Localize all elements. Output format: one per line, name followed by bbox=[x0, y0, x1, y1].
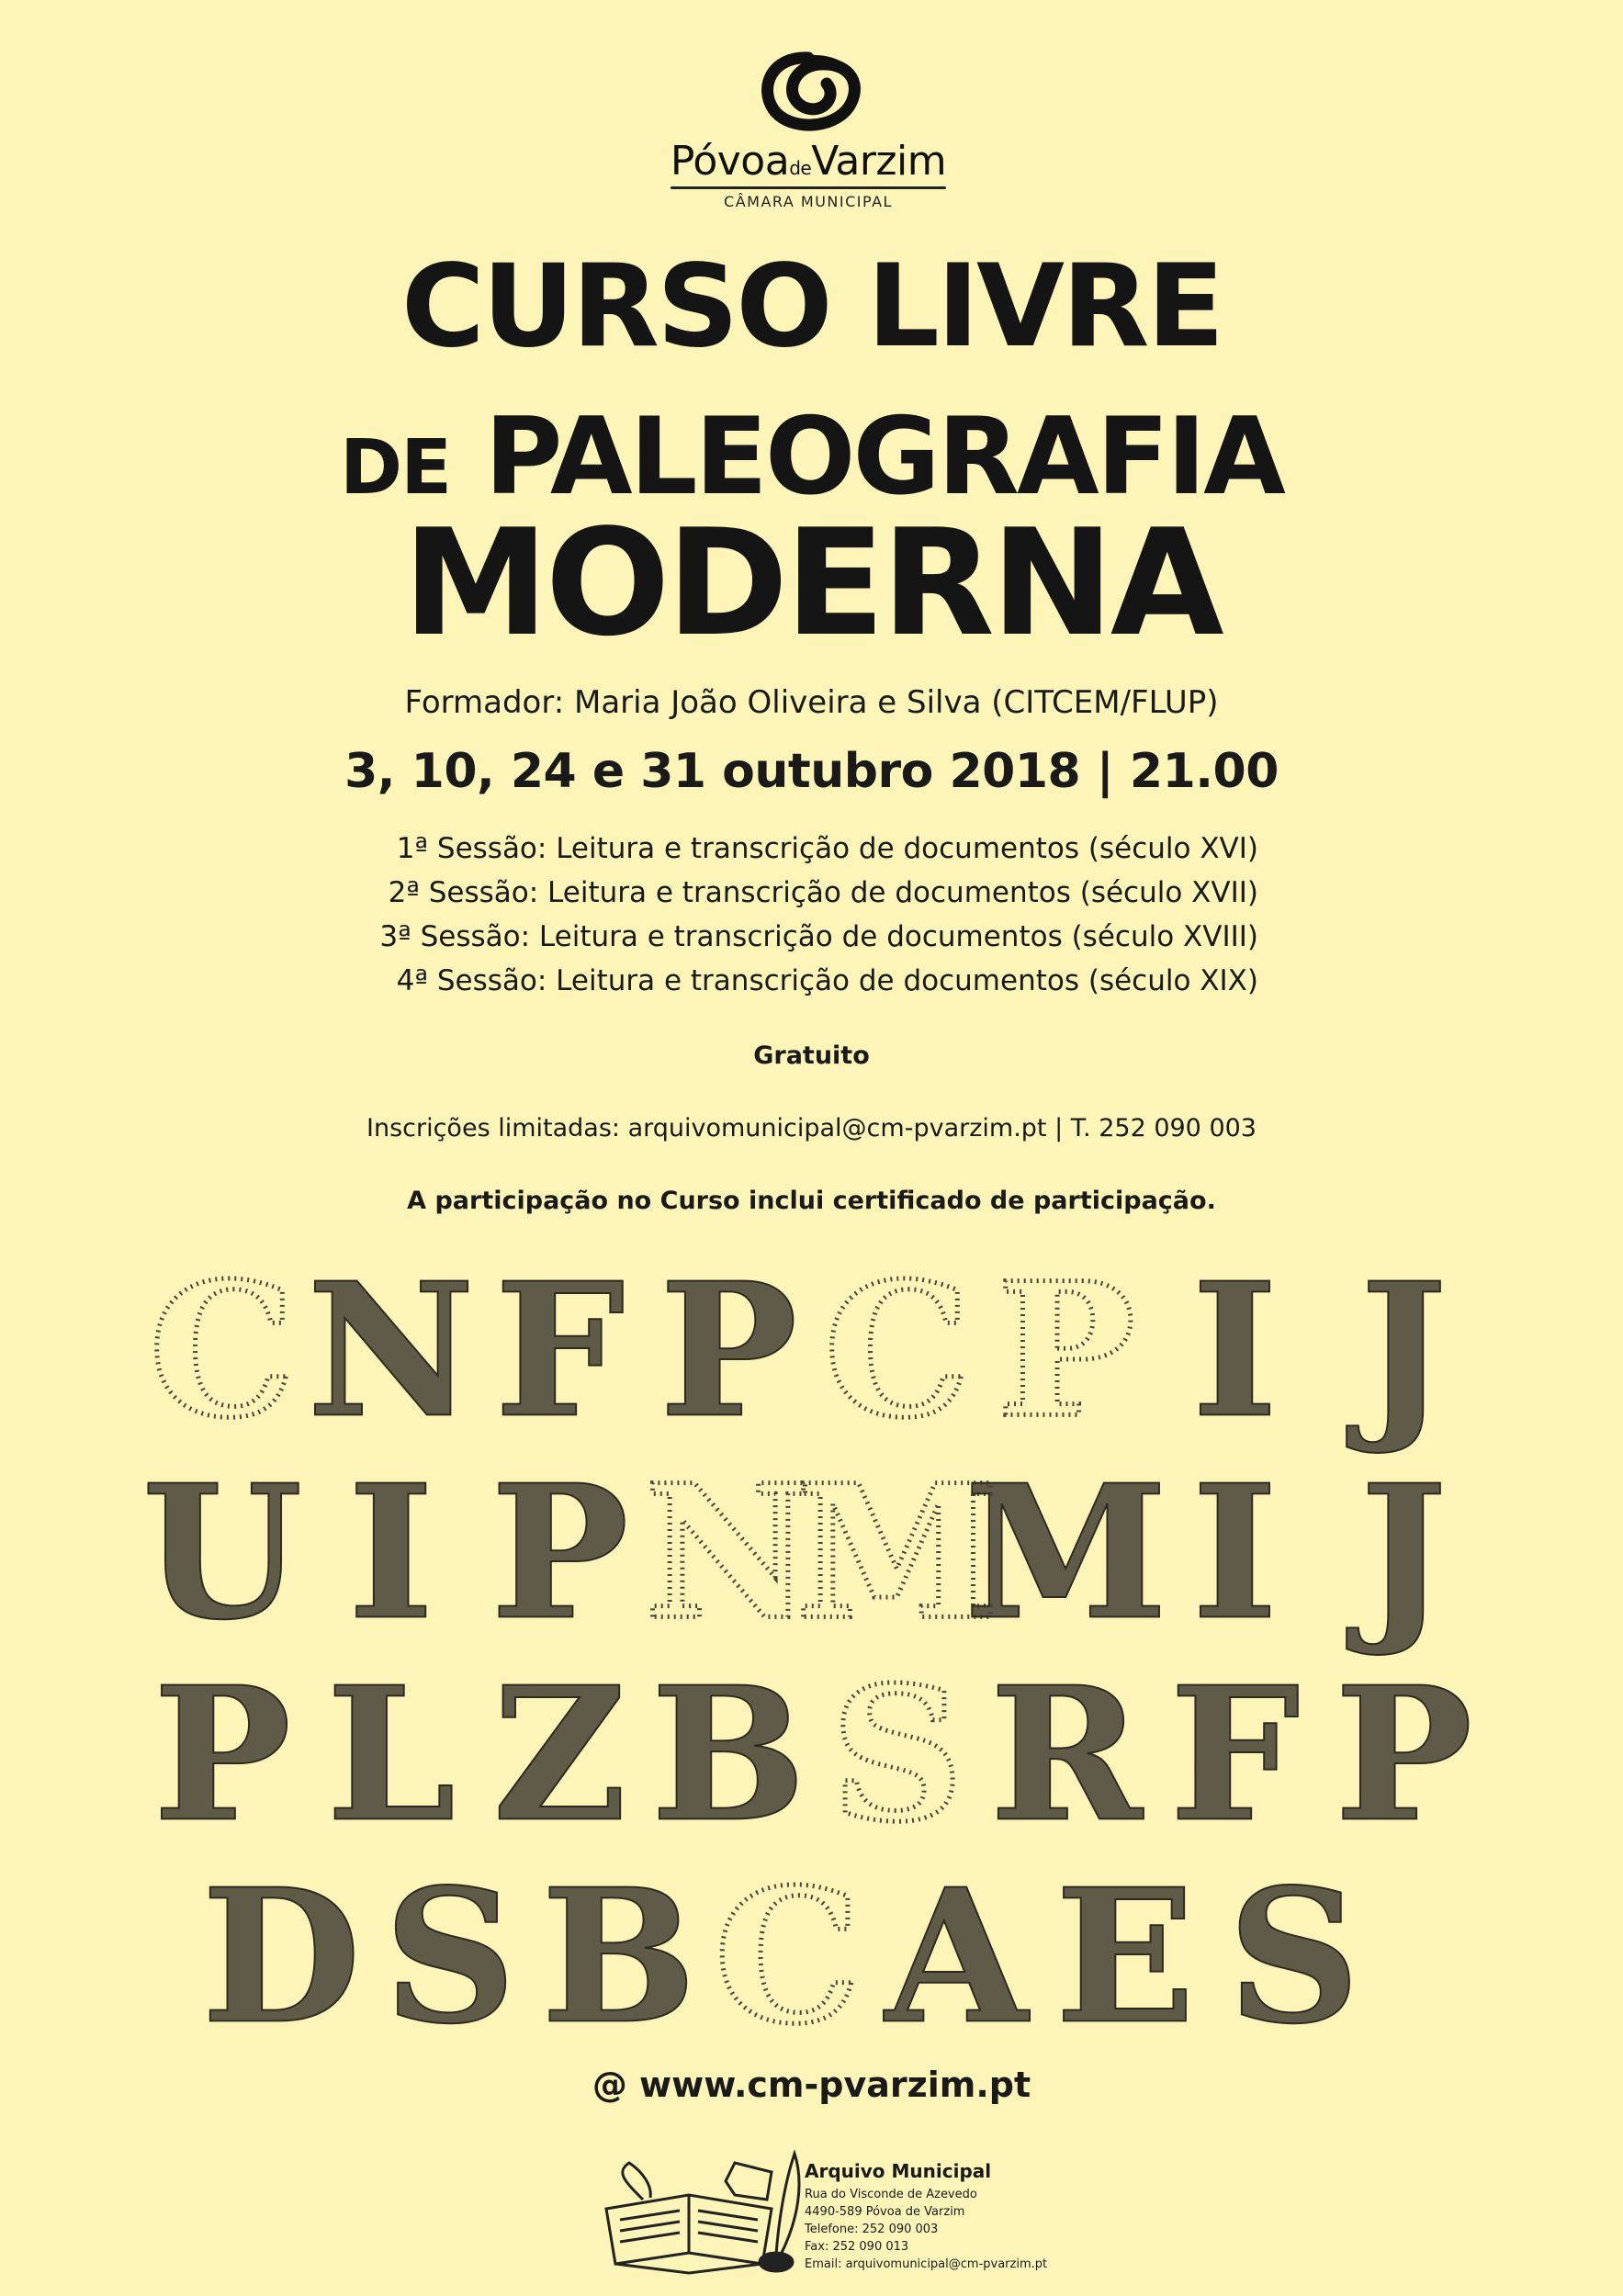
illuminated-letter: I bbox=[1191, 1249, 1279, 1459]
book-quill-icon bbox=[588, 2144, 808, 2282]
title-line-1: CURSO LIVRE bbox=[400, 241, 1223, 373]
illuminated-letter: N bbox=[644, 1445, 813, 1661]
illuminated-letter: P bbox=[490, 1445, 629, 1661]
logo-subtitle: CÂMARA MUNICIPAL bbox=[724, 193, 893, 210]
session-item: 2ª Sessão: Leitura e transcrição de documentos (século XVII) bbox=[388, 876, 1258, 909]
illuminated-letter: D bbox=[201, 1849, 361, 2057]
illuminated-letter: C bbox=[824, 1249, 971, 1459]
inscricoes-text: Inscrições limitadas: arquivomunicipal@cm-pvarzim.pt | T. 252 090 003 bbox=[366, 1114, 1257, 1142]
illuminated-letter: M bbox=[964, 1445, 1168, 1661]
illuminated-letter: A bbox=[885, 1849, 1028, 2057]
illuminated-letter: F bbox=[1169, 1647, 1301, 1863]
illuminated-letter: I bbox=[347, 1445, 434, 1661]
illuminated-letter: N bbox=[307, 1249, 476, 1459]
illuminated-letter: I bbox=[1191, 1445, 1279, 1661]
illuminated-letter: F bbox=[494, 1249, 626, 1459]
course-dates: 3, 10, 24 e 31 outubro 2018 | 21.00 bbox=[344, 744, 1279, 799]
illuminated-letter: U bbox=[141, 1445, 303, 1661]
illuminated-letter: C bbox=[714, 1849, 862, 2057]
formador-text: Formador: Maria João Oliveira e Silva (CITCEM/FLUP) bbox=[404, 684, 1219, 721]
logo-swirl-icon bbox=[753, 51, 863, 138]
illuminated-letter: P bbox=[1334, 1647, 1473, 1863]
gratuito-text: Gratuito bbox=[753, 1041, 870, 1070]
illuminated-letter: B bbox=[650, 1647, 806, 1863]
illuminated-letter: S bbox=[383, 1849, 517, 2057]
illuminated-letter: P bbox=[997, 1249, 1135, 1459]
illuminated-letter: M bbox=[795, 1445, 999, 1661]
arquivo-name: Arquivo Municipal bbox=[805, 2160, 992, 2182]
arquivo-fax: Fax: 252 090 013 bbox=[805, 2240, 909, 2254]
arquivo-postcode: 4490-589 Póvoa de Varzim bbox=[805, 2205, 965, 2219]
session-item: 1ª Sessão: Leitura e transcrição de documentos (século XVI) bbox=[396, 832, 1258, 865]
arquivo-info bbox=[805, 2160, 1190, 2273]
title-line-3: MODERNA bbox=[402, 497, 1221, 669]
title-line-2-main: PALEOGRAFIA bbox=[484, 395, 1283, 519]
arquivo-phone: Telefone: 252 090 003 bbox=[805, 2223, 939, 2236]
decorative-letters bbox=[138, 1249, 1488, 2057]
session-item: 3ª Sessão: Leitura e transcrição de documentos (século XVIII) bbox=[379, 920, 1258, 953]
illuminated-letter: S bbox=[1227, 1849, 1360, 2057]
arquivo-email[interactable]: Email: arquivomunicipal@cm-pvarzim.pt bbox=[805, 2257, 1048, 2271]
illuminated-letter: B bbox=[541, 1849, 697, 2057]
illuminated-letter: J bbox=[1359, 1249, 1448, 1459]
session-item: 4ª Sessão: Leitura e transcrição de documentos (século XIX) bbox=[396, 964, 1258, 997]
sessions-list bbox=[358, 827, 1258, 1003]
pvarzim-logo bbox=[661, 51, 955, 216]
title-line-2 bbox=[0, 395, 1623, 519]
website-link[interactable]: @ www.cm-pvarzim.pt bbox=[592, 2065, 1031, 2105]
illuminated-letter: P bbox=[152, 1647, 292, 1863]
logo-underline bbox=[671, 186, 946, 189]
illuminated-letter: L bbox=[326, 1647, 456, 1863]
illuminated-letter: E bbox=[1054, 1849, 1196, 2057]
illuminated-letter: Z bbox=[492, 1647, 627, 1863]
illuminated-letter: J bbox=[1359, 1445, 1448, 1661]
illuminated-letter: C bbox=[149, 1249, 296, 1459]
illuminated-letter: P bbox=[659, 1249, 798, 1459]
logo-name: PóvoadeVarzim bbox=[670, 138, 947, 185]
title-line-2-de: DE bbox=[340, 424, 451, 512]
illuminated-letter: R bbox=[989, 1647, 1143, 1863]
participacao-text: A participação no Curso inclui certificado de participação. bbox=[407, 1187, 1216, 1215]
arquivo-address: Rua do Visconde de Azevedo bbox=[805, 2188, 977, 2201]
illuminated-letter: S bbox=[830, 1647, 964, 1863]
